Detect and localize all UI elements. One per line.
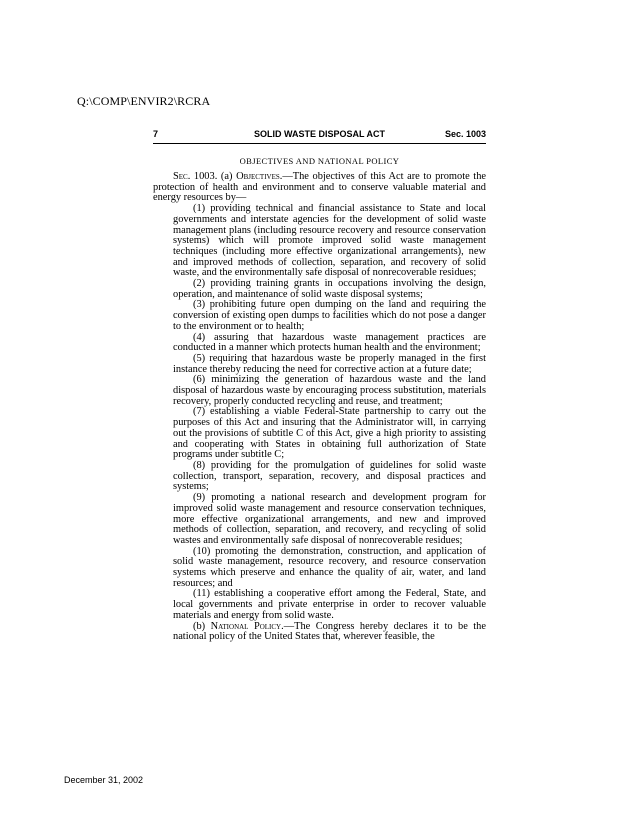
subsection-b [153, 622, 486, 643]
running-head [153, 127, 486, 144]
footer-date: December 31, 2002 [64, 775, 144, 785]
objective-item-2: (2) providing training grants in occupations involving the design, operation, and maintenance of solid waste disposal systems; [173, 278, 486, 300]
objective-item-6: (6) minimizing the generation of hazardous waste and the land disposal of hazardous waste by encouraging process substitution, materials recovery, properly conducted recycling and reuse, and treatment; [173, 374, 486, 407]
section-heading: OBJECTIVES AND NATIONAL POLICY [239, 156, 400, 166]
objective-item-3: (3) prohibiting future open dumping on the land and requiring the conversion of existing open dumps to facilities which do not pose a danger to the environment or to health; [173, 299, 486, 332]
objective-item-5: (5) requiring that hazardous waste be properly managed in the first instance thereby reducing the need for corrective action at a future date; [173, 352, 486, 375]
objective-item-4: (4) assuring that hazardous waste management practices are conducted in a manner which protects human health and the environment; [173, 331, 486, 354]
subsection-a-heading: Objectives. [236, 171, 283, 182]
objective-item-7: (7) establishing a viable Federal-State partnership to carry out the purposes of this Act and insuring that the Administrator will, in carrying out the provisions of subtitle C of this Act, give a high priority to assisting and cooperating with States in obtaining full authorization of State programs under subtitle C; [173, 406, 486, 461]
file-path: Q:\COMP\ENVIR2\RCRA [77, 94, 211, 108]
objective-item-8: (8) providing for the promulgation of guidelines for solid waste collection, transport, separation, recovery, and disposal practices and systems; [173, 459, 486, 493]
objective-item-9: (9) promoting a national research and development program for improved solid waste management and resource conservation techniques, more effective organizational arrangements, and new and improved methods of collection, separation, and recovery, and recycling of solid wastes and environmentally safe disposal of nonrecoverable residues; [173, 492, 486, 546]
section-intro [153, 172, 486, 204]
objective-item-1: (1) providing technical and financial assistance to State and local governments and interstate agencies for the development of solid waste management plans (including resource recovery and resource conservation systems) which will promote improved solid waste management techniques (including more effective organizational arrangements), new and improved methods of collection, separation, and recovery of solid waste, and the environmentally safe disposal of nonrecoverable residues; [173, 203, 486, 279]
document-body [153, 172, 486, 643]
section-intro-text: —The objectives of this Act are to promote the protection of health and environment and to conserve valuable material and energy resources by— [153, 171, 486, 204]
subsection-b-heading: National Policy. [210, 620, 284, 632]
page-number: 7 [153, 129, 159, 139]
objective-item-10: (10) promoting the demonstration, construction, and application of solid waste management, resource recovery, and resource conservation systems which preserve and enhance the quality of air, water, and land resources; and [173, 545, 486, 589]
subsection-b-text: —The Congress hereby declares it to be the national policy of the United States that, wherever feasible, the [173, 620, 486, 643]
subsection-a-label: (a) [220, 171, 233, 182]
act-title: SOLID WASTE DISPOSAL ACT [253, 129, 385, 139]
section-number: Sec. 1003 [444, 129, 486, 139]
sec-label: Sec. 1003. [173, 171, 218, 182]
objective-item-11: (11) establishing a cooperative effort among the Federal, State, and local governments and private enterprise in order to recover valuable materials and energy from solid waste. [173, 588, 486, 621]
subsection-b-label: (b) [193, 620, 206, 632]
